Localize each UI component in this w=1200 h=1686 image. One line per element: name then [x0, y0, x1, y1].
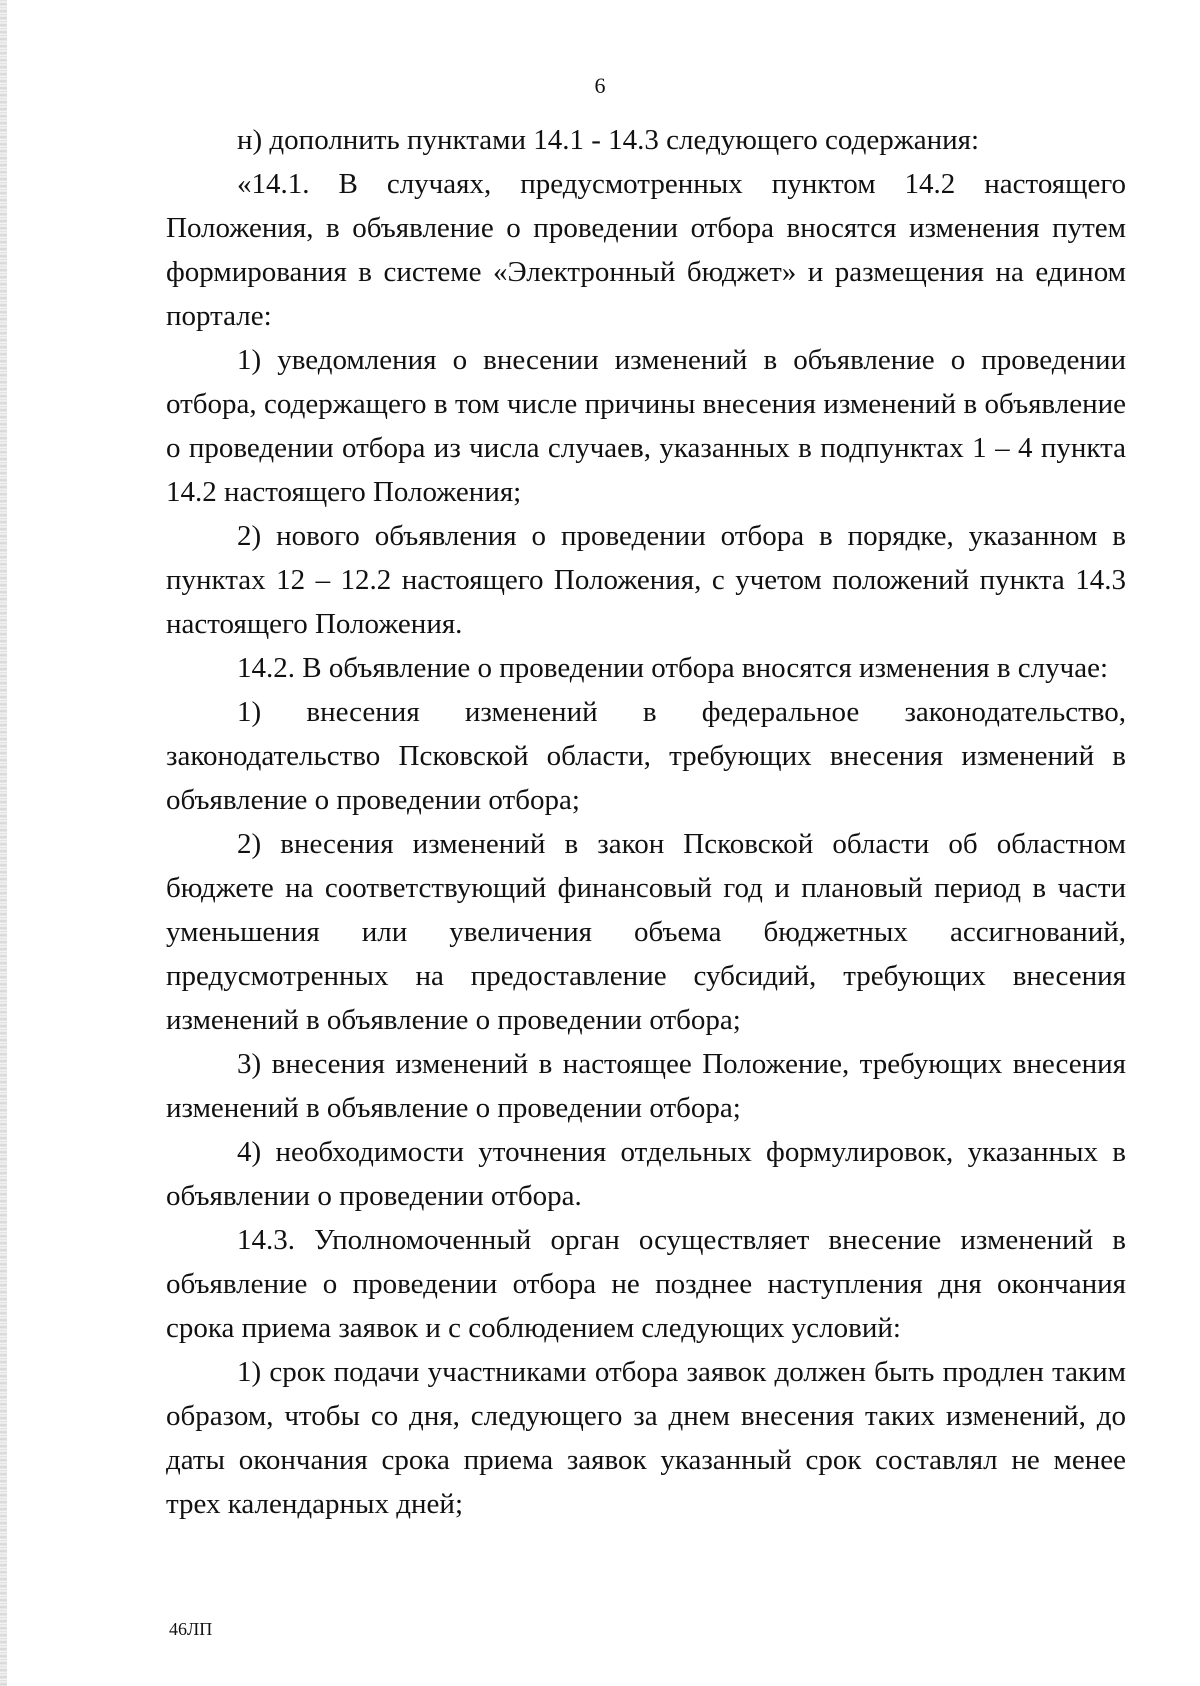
footer-document-code: 46ЛП — [169, 1619, 213, 1639]
scan-edge — [0, 0, 7, 1686]
paragraph-14-2-item-3: 3) внесения изменений в настоящее Положение, требующих внесения изменений в объявление о проведении отбора; — [166, 1048, 1126, 1124]
paragraph-14-2: 14.2. В объявление о проведении отбора вносятся изменения в случае: — [237, 652, 1109, 684]
paragraph-14-3: 14.3. Уполномоченный орган осуществляет внесение изменений в объявление о проведении отбора не позднее наступления дня окончания срока приема заявок и с соблюдением следующих условий: — [166, 1224, 1126, 1344]
paragraph-14-2-item-4: 4) необходимости уточнения отдельных формулировок, указанных в объявлении о проведении отбора. — [166, 1136, 1126, 1212]
paragraph-14-1: «14.1. В случаях, предусмотренных пунктом 14.2 настоящего Положения, в объявление о проведении отбора вносятся изменения путем формирования в системе «Электронный бюджет» и размещения на едином портале: — [166, 168, 1126, 332]
document-body — [166, 118, 1126, 1526]
paragraph-14-2-item-2: 2) внесения изменений в закон Псковской области об областном бюджете на соответствующий финансовый год и плановый период в части уменьшения или увеличения объема бюджетных ассигнований, предусмотренных на предоставление субсидий, требующих внесения изменений в объявление о проведении отбора; — [166, 828, 1126, 1036]
paragraph-14-3-item-1: 1) срок подачи участниками отбора заявок должен быть продлен таким образом, чтобы со дня, следующего за днем внесения таких изменений, до даты окончания срока приема заявок указанный срок составлял не менее трех календарных дней; — [166, 1356, 1126, 1520]
paragraph-14-2-item-1: 1) внесения изменений в федеральное законодательство, законодательство Псковской области, требующих внесения изменений в объявление о проведении отбора; — [166, 696, 1126, 816]
paragraph-intro: н) дополнить пунктами 14.1 - 14.3 следующего содержания: — [237, 124, 980, 156]
paragraph-14-1-item-1: 1) уведомления о внесении изменений в объявление о проведении отбора, содержащего в том числе причины внесения изменений в объявление о проведении отбора из числа случаев, указанных в подпунктах 1 – 4 пункта 14.2 настоящего Положения; — [166, 344, 1126, 508]
paragraph-14-1-item-2: 2) нового объявления о проведении отбора в порядке, указанном в пунктах 12 – 12.2 настоящего Положения, с учетом положений пункта 14.3 настоящего Положения. — [166, 520, 1126, 640]
page-number: 6 — [594, 73, 606, 98]
